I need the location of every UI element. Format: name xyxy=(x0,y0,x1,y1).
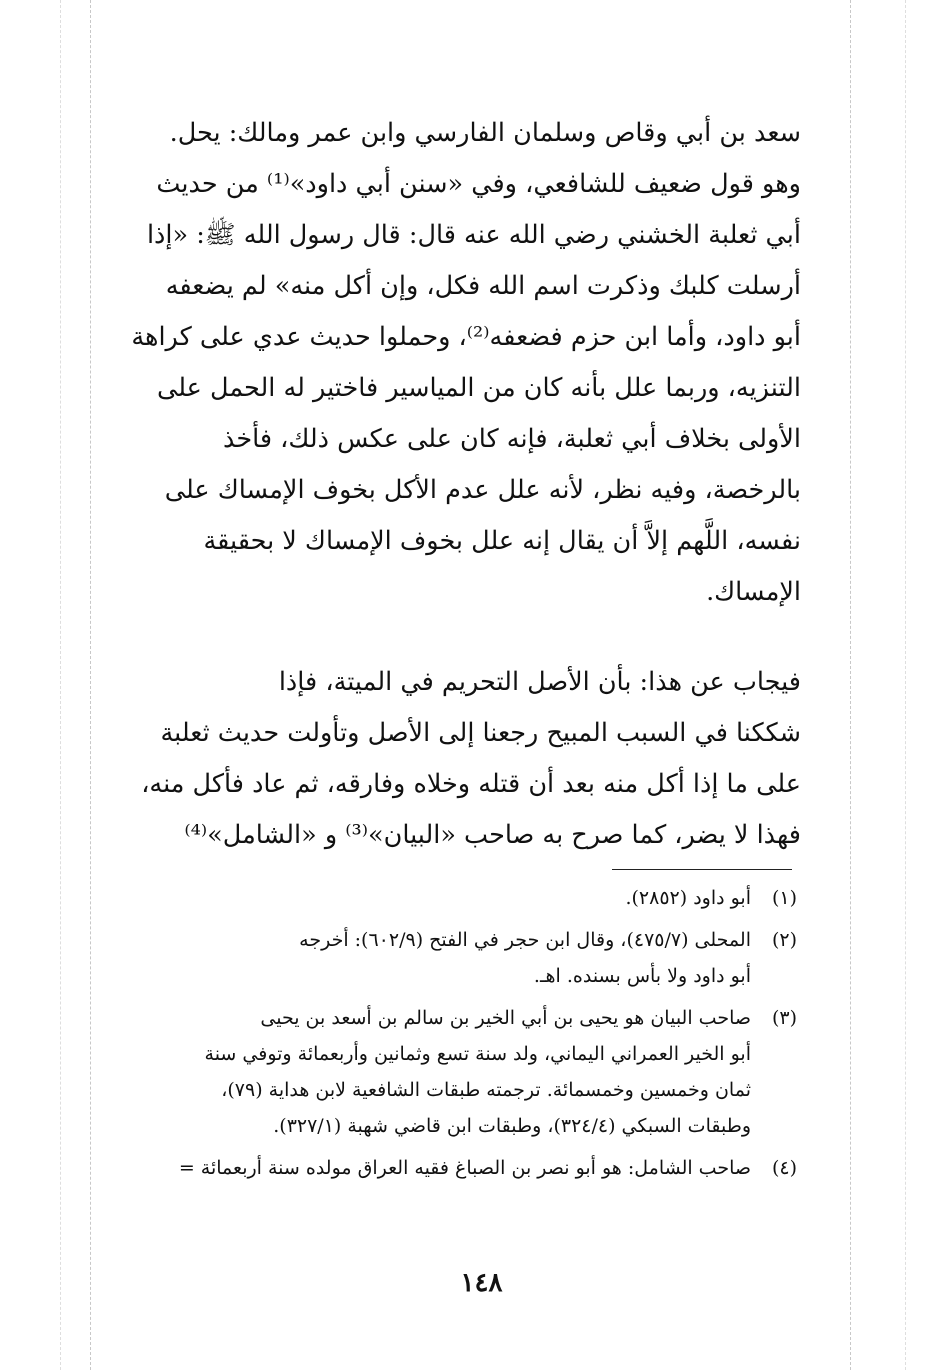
footnote-1 xyxy=(117,880,797,916)
footnote-2 xyxy=(117,922,797,994)
main-paragraph-2 xyxy=(116,657,801,861)
scan-margin-line xyxy=(60,0,61,1370)
text-line: سعد بن أبي وقاص وسلمان الفارسي وابن عمر ومالك: يحل. xyxy=(169,118,801,148)
scan-margin-line xyxy=(850,0,851,1370)
text-line: شككنا في السبب المبيح رجعنا إلى الأصل وتأولت حديث ثعلبة xyxy=(160,718,801,748)
footnotes-section xyxy=(117,880,797,1192)
footnote-text-line: ثمان وخمسين وخمسمائة. ترجمته طبقات الشافعية لابن هداية (٧٩)، xyxy=(221,1079,751,1101)
text-line: أرسلت كلبك وذكرت اسم الله فكل، وإن أكل منه» لم يضعفه xyxy=(165,271,801,301)
footnote-text-line: المحلى (٤٧٥/٧)، وقال ابن حجر في الفتح (٦٠٢/٩): أخرجه xyxy=(299,929,751,951)
footnote-text-line: صاحب البيان هو يحيى بن أبي الخير بن سالم بن أسعد بن يحيى xyxy=(260,1007,751,1029)
scan-margin-line xyxy=(90,0,91,1370)
footnote-number: (١) xyxy=(771,887,797,909)
footnote-text-line: أبو الخير العمراني اليماني، ولد سنة تسع وثمانين وأربعمائة وتوفي سنة xyxy=(204,1043,751,1065)
footnote-text-line: صاحب الشامل: هو أبو نصر بن الصباغ فقيه العراق مولده سنة أربعمائة = xyxy=(178,1157,751,1179)
page-number: ١٤٨ xyxy=(460,1268,503,1298)
text-line: الأولى بخلاف أبي ثعلبة، فإنه كان على عكس ذلك، فأخذ xyxy=(222,424,801,454)
footnote-4 xyxy=(117,1150,797,1186)
text-line: بالرخصة، وفيه نظر، لأنه علل عدم الأكل بخوف الإمساك على xyxy=(164,475,801,505)
text-line: الإمساك. xyxy=(706,577,801,607)
footnote-number: (٢) xyxy=(771,929,797,951)
scan-margin-line xyxy=(905,0,906,1370)
footnote-3 xyxy=(117,1000,797,1144)
text-line: نفسه، اللَّهم إلاَّ أن يقال إنه علل بخوف الإمساك لا بحقيقة xyxy=(203,526,801,556)
text-line: وهو قول ضعيف للشافعي، وفي «سنن أبي داود»⁽¹⁾ من حديث xyxy=(156,169,801,199)
footnote-number: (٣) xyxy=(771,1007,797,1029)
text-line: التنزيه، وربما علل بأنه كان من المياسير فاختير له الحمل على xyxy=(156,373,801,403)
text-line: فهذا لا يضر، كما صرح به صاحب «البيان»⁽³⁾ و «الشامل»⁽⁴⁾ xyxy=(184,820,801,850)
text-line: أبو داود، وأما ابن حزم فضعفه⁽²⁾، وحملوا حديث عدي على كراهة xyxy=(131,322,801,352)
text-line: أبي ثعلبة الخشني رضي الله عنه قال: قال رسول الله ﷺ: «إذا xyxy=(146,220,801,250)
footnote-text-line: أبو داود (٢٨٥٢). xyxy=(625,887,751,909)
footnote-number: (٤) xyxy=(771,1157,797,1179)
text-line: على ما إذا أكل منه بعد أن قتله وخلاه وفارقه، ثم عاد فأكل منه، xyxy=(141,769,801,799)
text-line: فيجاب عن هذا: بأن الأصل التحريم في الميتة، فإذا xyxy=(278,667,801,697)
main-paragraph-1 xyxy=(116,108,801,618)
footnote-text-line: وطبقات السبكي (٣٢٤/٤)، وطبقات ابن قاضي شهبة (٣٢٧/١). xyxy=(273,1115,751,1137)
footnote-text-line: أبو داود ولا بأس بسنده. اهـ. xyxy=(533,965,751,987)
footnote-divider xyxy=(612,869,792,870)
